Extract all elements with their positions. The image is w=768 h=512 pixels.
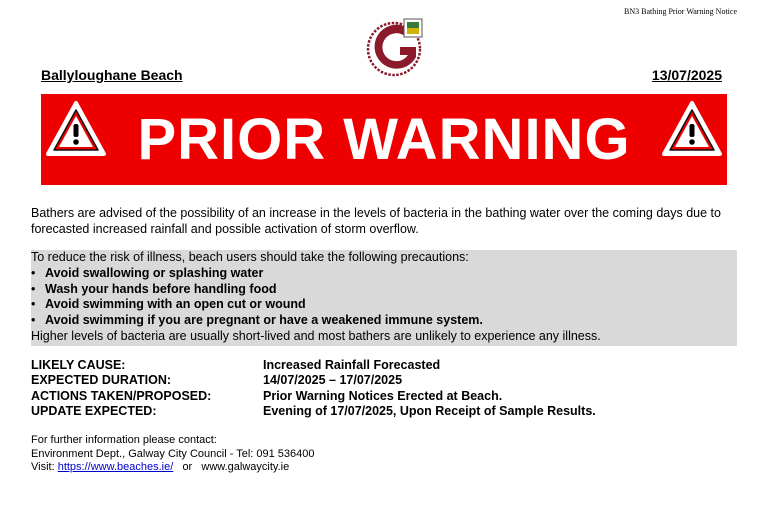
precautions-list [31, 266, 737, 329]
table-row [31, 404, 596, 419]
contact-info [31, 434, 315, 475]
visit-label: Visit: [31, 461, 55, 473]
precaution-text: Avoid swallowing or splashing water [45, 265, 264, 280]
precaution-text: Wash your hands before handling food [45, 281, 277, 296]
contact-department: Environment Dept., Galway City Council - Tel: 091 536400 [31, 447, 315, 460]
beaches-link[interactable]: https://www.beaches.ie/ [57, 461, 174, 473]
precautions-lead: To reduce the risk of illness, beach users should take the following precautions: [31, 250, 469, 264]
detail-value: Increased Rainfall Forecasted [263, 358, 441, 372]
precaution-text: Avoid swimming if you are pregnant or have a weakened immune system. [45, 313, 483, 328]
bullet-icon: • [31, 297, 36, 312]
detail-value: Prior Warning Notices Erected at Beach. [263, 388, 503, 403]
detail-value: Evening of 17/07/2025, Upon Receipt of Sample Results. [263, 403, 596, 418]
list-item [31, 266, 737, 282]
details-table [31, 358, 596, 419]
detail-label: UPDATE EXPECTED: [31, 403, 157, 418]
detail-label: LIKELY CAUSE: [31, 358, 126, 372]
notice-date: 13/07/2025 [651, 67, 722, 83]
detail-label: ACTIONS TAKEN/PROPOSED: [31, 388, 212, 403]
bullet-icon: • [31, 313, 36, 328]
or-label: or [182, 461, 193, 473]
precautions-box [31, 250, 737, 346]
table-row [31, 358, 596, 373]
contact-visit-line [31, 461, 315, 475]
precautions-footer: Higher levels of bacteria are usually short-lived and most bathers are unlikely to experience any illness. [31, 328, 601, 343]
galwaycity-website: www.galwaycity.ie [201, 461, 290, 473]
warning-triangle-icon [45, 100, 107, 158]
prior-warning-banner [41, 94, 727, 185]
table-row [31, 389, 596, 404]
council-logo [366, 17, 428, 79]
list-item [31, 297, 737, 313]
precaution-text: Avoid swimming with an open cut or wound [45, 297, 306, 312]
detail-value: 14/07/2025 – 17/07/2025 [263, 373, 403, 388]
bullet-icon: • [31, 281, 36, 296]
warning-triangle-icon [661, 100, 723, 158]
bullet-icon: • [31, 265, 36, 280]
list-item [31, 313, 737, 329]
contact-lead: For further information please contact: [31, 434, 217, 446]
banner-title: PRIOR WARNING [137, 106, 631, 172]
table-row [31, 373, 596, 388]
detail-label: EXPECTED DURATION: [31, 373, 172, 388]
beach-name: Ballyloughane Beach [41, 67, 183, 83]
intro-paragraph: Bathers are advised of the possibility of an increase in the levels of bacteria in the bathing water over the coming days due to forecasted increased rainfall and possible activation of storm overflow. [31, 206, 721, 236]
list-item [31, 282, 737, 298]
document-reference: BN3 Bathing Prior Warning Notice [624, 7, 737, 16]
